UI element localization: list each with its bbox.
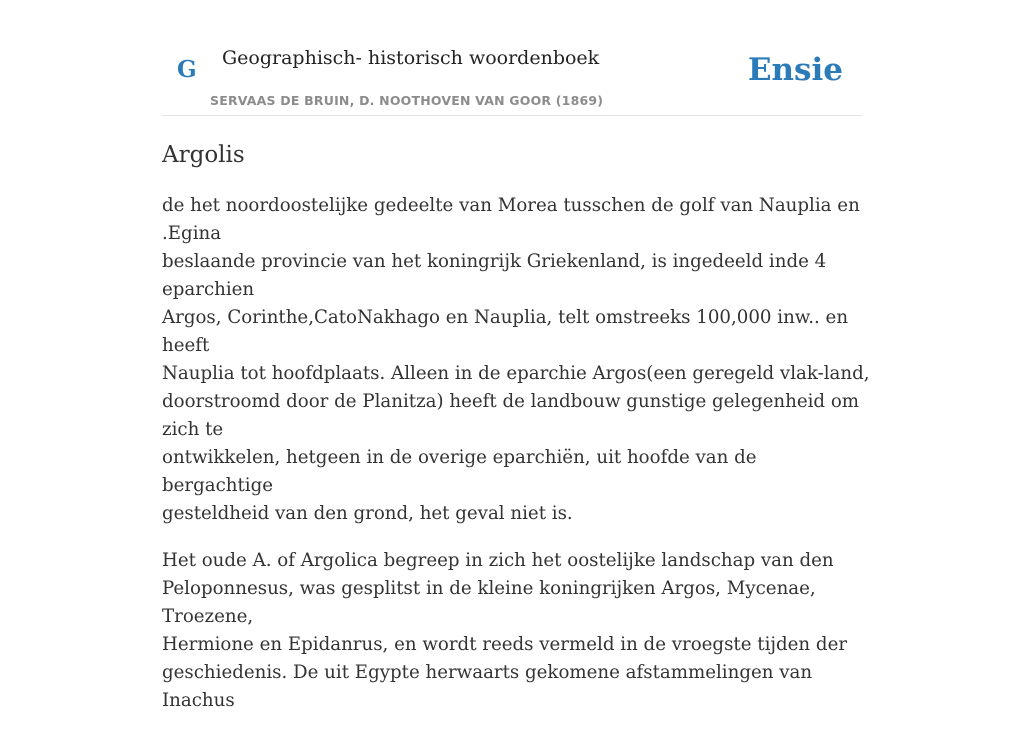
entry-paragraph [162, 192, 872, 528]
text-line: beslaande provincie van het koningrijk Griekenland, is ingedeeld inde 4 eparchien [162, 251, 827, 300]
entry-body [162, 192, 872, 734]
text-line: geschiedenis. De uit Egypte herwaarts gekomene afstammelingen van Inachus [162, 662, 813, 711]
text-line: ontwikkelen, hetgeen in de overige eparchiën, uit hoofde van de bergachtige [162, 447, 757, 496]
text-line: Nauplia tot hoofdplaats. Alleen in de eparchie Argos(een geregeld vlak-land, [162, 363, 870, 384]
ensie-logo[interactable]: Ensie [747, 52, 843, 88]
text-line: gesteldheid van den grond, het geval niet is. [162, 503, 573, 524]
text-line: Argos, Corinthe,CatoNakhago en Nauplia, telt omstreeks 100,000 inw.. en heeft [162, 307, 849, 356]
book-title[interactable]: Geographisch- historisch woordenboek [222, 47, 600, 69]
book-header [162, 36, 862, 116]
text-line: Het oude A. of Argolica begreep in zich het oostelijke landschap van den [162, 550, 834, 571]
book-authors: SERVAAS DE BRUIN, D. NOOTHOVEN VAN GOOR (1869) [210, 93, 604, 108]
text-line: Peloponnesus, was gesplitst in de kleine koningrijken Argos, Mycenae, Troezene, [162, 578, 816, 627]
entry-paragraph [162, 547, 872, 715]
text-line: Hermione en Epidanrus, en wordt reeds vermeld in de vroegste tijden der [162, 634, 848, 655]
book-letter-icon[interactable]: G [177, 56, 197, 83]
text-line: de het noordoostelijke gedeelte van Morea tusschen de golf van Nauplia en .Egina [162, 195, 860, 244]
text-line: doorstroomd door de Planitza) heeft de landbouw gunstige gelegenheid om zich te [162, 391, 860, 440]
entry-title: Argolis [162, 142, 245, 168]
